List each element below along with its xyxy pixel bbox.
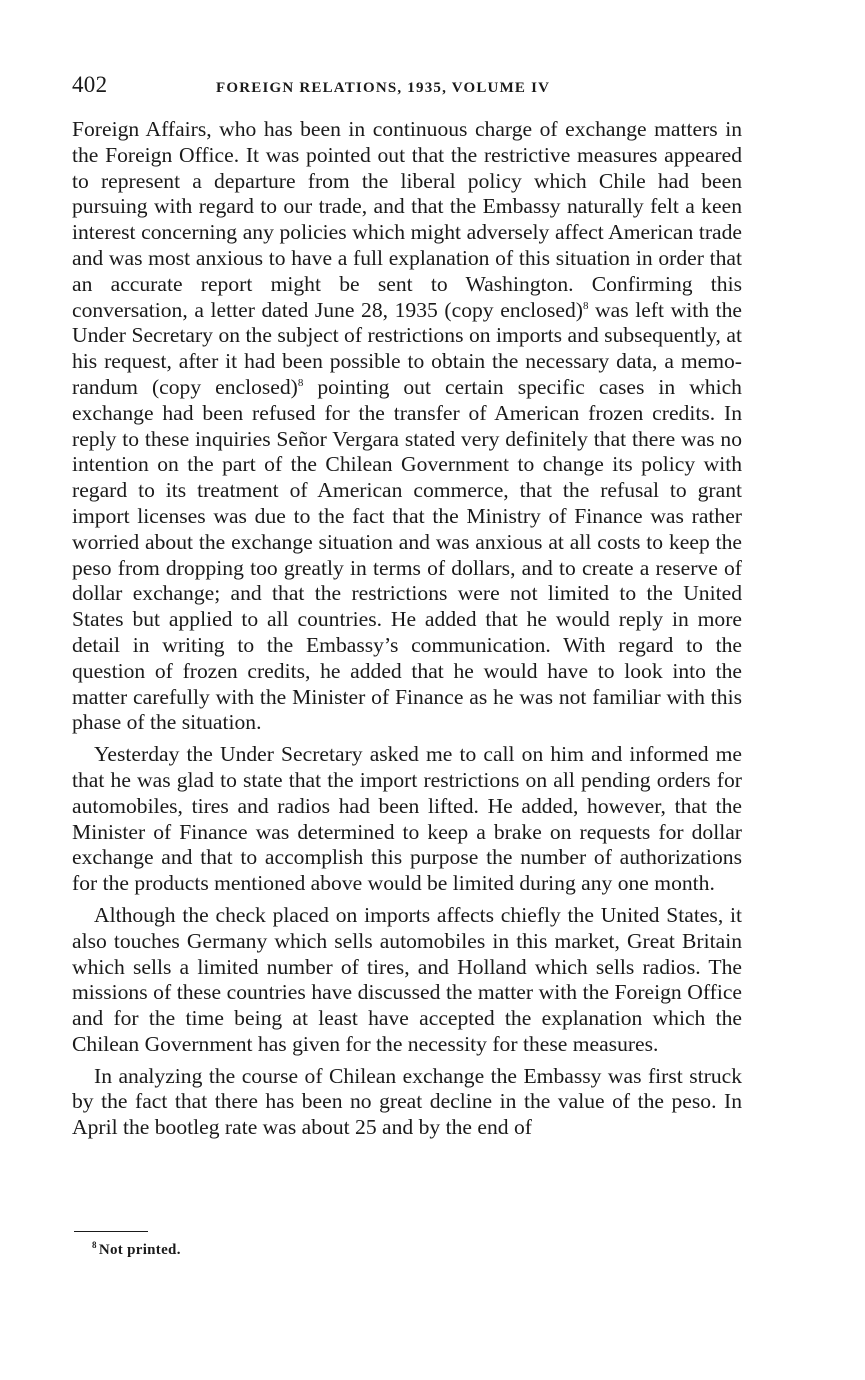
footnote-marker: 8 (92, 1240, 97, 1250)
paragraph: Although the check placed on imports affects chiefly the United States, it also touches Germany which sells automobiles in this market, Great Britain which sells a limited number of tires, and Holland which sells radios. The missions of these countries have discussed the matter with the Foreign Office and for the time being at least have accepted the explanation which the Chilean Government has given for the necessity for these measures. (72, 902, 742, 1056)
paragraph-text: pointing out certain specific cases in which exchange had been refused for the transfer of American frozen credits. In reply to these inquiries Señor Vergara stated very definitely that there was no intention on the part of the Chilean Government to change its policy with regard to its treatment of American commerce, that the refusal to grant import licenses was due to the fact that the Ministry of Finance was rather worried about the exchange situation and was anxious at all costs to keep the peso from dropping too greatly in terms of dollars, and to create a reserve of dollar exchange; and that the restrictions were not limited to the United States but applied to all countries. He added that he would reply in more detail in writing to the Embassy’s communication. With regard to the question of frozen credits, he added that he would have to look into the matter carefully with the Minister of Finance as he was not familiar with this phase of the situation. (72, 374, 742, 735)
footnote-reference: 8 (297, 376, 304, 389)
paragraph (72, 117, 742, 736)
page-header (72, 72, 742, 106)
running-title: FOREIGN RELATIONS, 1935, VOLUME IV (216, 80, 551, 96)
footnote-divider (74, 1231, 148, 1232)
paragraph: In analyzing the course of Chilean exchange the Embassy was first struck by the fact that there has been no great decline in the value of the peso. In April the bootleg rate was about 25 and by the end of (72, 1063, 742, 1140)
paragraph-text: Foreign Affairs, who has been in continuous charge of exchange matters in the Foreign Office. It was pointed out that the restrictive measures appeared to represent a departure from the liberal policy which Chile had been pursuing with regard to our trade, and that the Embassy naturally felt a keen interest concerning any policies which might adversely affect American trade and was most anxious to have a full explanation of this situation in order that an accurate report might be sent to Washington. Confirming this conversation, a letter dated June 28, 1935 (copy enclosed) (72, 117, 742, 322)
paragraph-text: was left with the Under Secretary on the subject of restrictions on imports and subsequently, at his request, after it had been possible to obtain the necessary data, a memorandum (copy enclosed) (72, 297, 742, 399)
footnote-text: Not printed. (98, 1242, 181, 1258)
footnote (92, 1242, 181, 1259)
paragraph: Yesterday the Under Secretary asked me to call on him and informed me that he was glad to state that the import restrictions on all pending orders for automobiles, tires and radios had been lifted. He added, however, that the Minister of Finance was determined to keep a brake on requests for dollar exchange and that to accomplish this purpose the number of authorizations for the products mentioned above would be limited during any one month. (72, 742, 742, 896)
body-text (72, 117, 742, 1141)
footnote-reference: 8 (582, 299, 589, 312)
page-number: 402 (72, 72, 108, 97)
